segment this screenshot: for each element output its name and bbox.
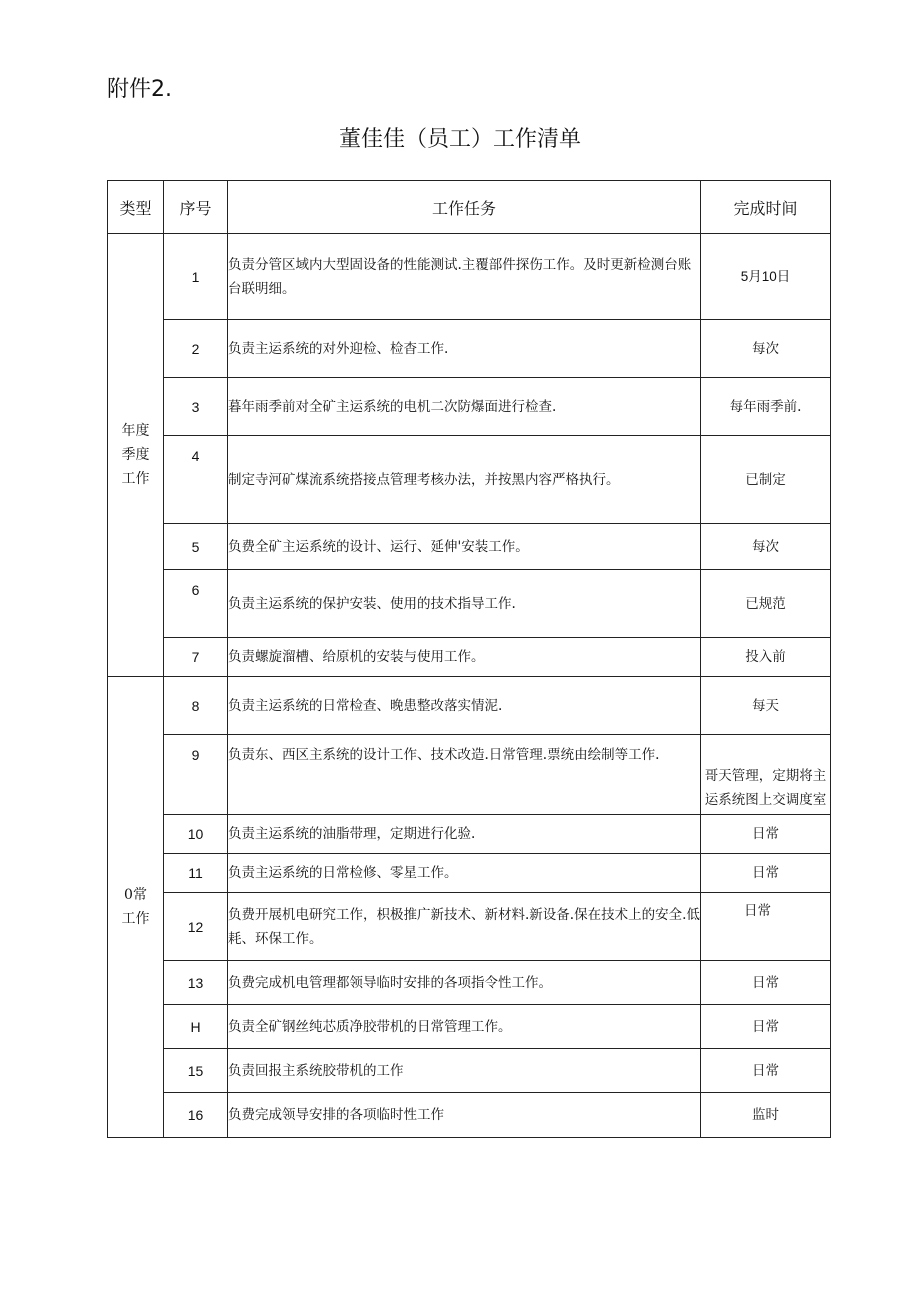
column-header-number: 序号	[164, 181, 228, 234]
table-row	[108, 378, 831, 436]
table-row	[108, 320, 831, 378]
table-row	[108, 436, 831, 524]
task-description: 负责分管区域内大型固设备的性能测试.主覆部件探伤工作。及时更新检测台账台联明细。	[228, 234, 701, 320]
row-number: 4	[164, 436, 228, 524]
table-row	[108, 893, 831, 961]
completion-time: 每年雨季前.	[701, 378, 831, 436]
completion-time: 每天	[701, 677, 831, 735]
task-description: 制定寺河矿煤流系统搭接点管理考核办法，并按黑内容严格执行。	[228, 436, 701, 524]
table-row	[108, 854, 831, 893]
row-number: 3	[164, 378, 228, 436]
table-row	[108, 570, 831, 638]
completion-time: 日常	[701, 1049, 831, 1093]
completion-time: 投入前	[701, 638, 831, 677]
row-number: 15	[164, 1049, 228, 1093]
completion-time: 日常	[701, 1005, 831, 1049]
task-description: 暮年雨季前对全矿主运系统的电机二次防爆面进行检查.	[228, 378, 701, 436]
row-number: 11	[164, 854, 228, 893]
work-list-table	[107, 180, 831, 1138]
table-row	[108, 735, 831, 815]
row-number: 7	[164, 638, 228, 677]
task-description: 负责回报主系统胶带机的工作	[228, 1049, 701, 1093]
table-row	[108, 961, 831, 1005]
type-cell-annual	[108, 234, 164, 677]
task-description: 负责主运系统的油脂带理，定期进行化验.	[228, 815, 701, 854]
row-number: 12	[164, 893, 228, 961]
type-label-line: 0常	[124, 887, 147, 903]
completion-time: 哥天管理，定期将主运系统图上交调度室	[701, 735, 831, 815]
task-description: 负责主运系统的日常检查、晚患整改落实情泥.	[228, 677, 701, 735]
task-description: 负费完成领导安排的各项临时性工作	[228, 1093, 701, 1138]
row-number: H	[164, 1005, 228, 1049]
completion-time: 监时	[701, 1093, 831, 1138]
completion-time: 日常	[701, 893, 831, 961]
row-number: 8	[164, 677, 228, 735]
table-row	[108, 524, 831, 570]
row-number: 2	[164, 320, 228, 378]
table-row	[108, 677, 831, 735]
task-description: 负责螺旋溜槽、给原机的安装与使用工作。	[228, 638, 701, 677]
attachment-label: 附件2.	[107, 77, 172, 102]
column-header-time: 完成时间	[701, 181, 831, 234]
completion-time: 每次	[701, 320, 831, 378]
completion-time: 5月10日	[701, 234, 831, 320]
type-label-line: 工作	[121, 911, 150, 927]
table-row	[108, 1049, 831, 1093]
row-number: 9	[164, 735, 228, 815]
table-row	[108, 638, 831, 677]
task-description: 负费开展机电研究工作，枳极推广新技术、新材料.新设备.保在技术上的安全.低耗、环保工作。	[228, 893, 701, 961]
task-description: 负费完成机电管理都领导临时安排的各项指令性工作。	[228, 961, 701, 1005]
type-cell-daily	[108, 677, 164, 1138]
task-description: 负责主运系统的保护安装、使用的技术指导工作.	[228, 570, 701, 638]
task-description: 负责主运系统的日常检修、零星工作。	[228, 854, 701, 893]
row-number: 16	[164, 1093, 228, 1138]
task-description: 负费全矿主运系统的设计、运行、延伸'安装工作。	[228, 524, 701, 570]
completion-time: 已规范	[701, 570, 831, 638]
row-number: 5	[164, 524, 228, 570]
table-row	[108, 815, 831, 854]
page-title: 董佳佳（员工）工作清单	[338, 127, 581, 152]
type-label-line: 工作	[121, 471, 150, 487]
row-number: 13	[164, 961, 228, 1005]
completion-time: 已制定	[701, 436, 831, 524]
row-number: 1	[164, 234, 228, 320]
completion-time: 日常	[701, 854, 831, 893]
row-number: 10	[164, 815, 228, 854]
completion-time: 日常	[701, 961, 831, 1005]
task-description: 负责全矿钢丝纯芯质净胶带机的日常管理工作。	[228, 1005, 701, 1049]
column-header-type: 类型	[108, 181, 164, 234]
row-number: 6	[164, 570, 228, 638]
table-row	[108, 1005, 831, 1049]
task-description: 负责主运系统的对外迎检、检杳工作.	[228, 320, 701, 378]
table-row	[108, 234, 831, 320]
table-row	[108, 1093, 831, 1138]
type-label-line: 季度	[121, 447, 150, 463]
task-description: 负责东、西区主系统的设计工作、技术改造.日常管理.票统由绘制等工作.	[228, 735, 701, 815]
completion-time: 每次	[701, 524, 831, 570]
completion-time: 日常	[701, 815, 831, 854]
column-header-task: 工作任务	[228, 181, 701, 234]
table-header-row	[108, 181, 831, 234]
type-label-line: 年度	[121, 423, 150, 439]
